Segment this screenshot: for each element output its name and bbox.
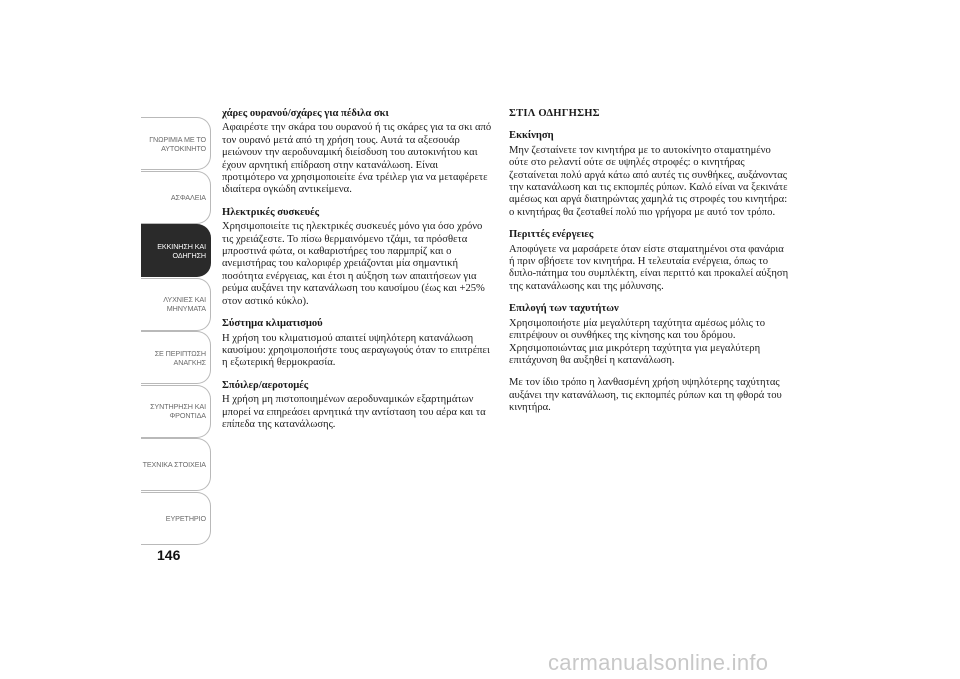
para-starting: Μην ζεσταίνετε τον κινητήρα με το αυτοκίνητο σταματημένο ούτε στο ρελαντί ούτε σε υψηλές στροφές: ο κινητήρας ζεσταίνεται πολύ αργά κάτω από αυτές τις συνθήκες, αυξάνοντας την κατανάλωση και τις εκπομπές ρύπων. Καλό είναι να ξεκινάτε αμέσως και αργά διατηρώντας χαμηλά τις στροφές του κινητήρα: ο κινητήρας θα ζεσταθεί πολύ πιο γρήγορα με αυτό τον τρόπο. (509, 144, 788, 218)
nav-tab-starting-driving[interactable]: ΕΚΚΙΝΗΣΗ ΚΑΙ ΟΔΗΓΗΣΗ (141, 224, 211, 277)
heading-gear-selection: Επιλογή των ταχυτήτων (509, 303, 619, 315)
chapter-nav (141, 117, 211, 545)
para-roof-racks: Αφαιρέστε την σκάρα του ουρανού ή τις σκάρες για τα σκι από τον ουρανό μετά από τη χρήση τους. Αυτά τα αξεσουάρ μειώνουν την αεροδυναμική διείσδυση του αυτοκινήτου και έχουν αρνητική επίδραση στην κατανάλωση. Είναι προτιμότερο να χρησιμοποιείτε ένα τρέιλερ για να μεταφέρετε ιδιαίτερα ογκώδη αντικείμενα. (222, 122, 492, 196)
heading-unnecessary-actions: Περιττές ενέργειες (509, 229, 594, 241)
heading-air-conditioning: Σύστημα κλιματισμού (222, 318, 323, 330)
para-gear-selection: Χρησιμοποιήστε μία μεγαλύτερη ταχύτητα αμέσως μόλις το επιτρέψουν οι συνθήκες της κίνησης και του δρόμου. Χρησιμοποιώντας μια μικρότερη ταχύτητα για μεγαλύτερη επιτάχυνση θα αυξηθεί η κατανάλωση. (509, 317, 766, 366)
left-column (222, 108, 494, 441)
heading-electrical-devices: Ηλεκτρικές συσκευές (222, 206, 320, 218)
heading-roof-racks: χάρες ουρανού/σχάρες για πέδιλα σκι (222, 108, 389, 119)
heading-starting: Εκκίνηση (509, 130, 554, 142)
nav-tab-emergency[interactable]: ΣΕ ΠΕΡΙΠΤΩΣΗ ΑΝΑΓΚΗΣ (141, 331, 211, 384)
nav-tab-technical-data[interactable]: ΤΕΧΝΙΚΑ ΣΤΟΙΧΕΙΑ (141, 438, 211, 491)
para-air-conditioning: Η χρήση του κλιματισμού απαιτεί υψηλότερη κατανάλωση καυσίμου: χρησιμοποιήστε τους αεραγωγούς όταν το επιτρέπει η εξωτερική θερμοκρασία. (222, 332, 490, 369)
para-unnecessary-actions: Αποφύγετε να μαρσάρετε όταν είστε σταματημένοι στα φανάρια ή πριν σβήσετε τον κινητήρα. Η τελευταία ενέργεια, όπως το διπλο-πάτημα του συμπλέκτη, είναι περιττό και προκαλεί αύξηση της κατανάλωσης και της μόλυνσης. (509, 243, 789, 292)
para-electrical-devices: Χρησιμοποιείτε τις ηλεκτρικές συσκευές μόνο για όσο χρόνο τις χρειάζεστε. Το πίσω θερμαινόμενο τζάμι, τα πρόσθετα μπροστινά φώτα, οι καθαριστήρες του παρμπρίζ και ο ανεμιστήρας του καλοριφέρ χρειάζονται μία σημαντική ποσότητα ενέργειας, και έτσι η αύξηση των απαιτήσεων για ρεύμα αυξάνει την κατανάλωση του καυσίμου (έως και +25% στον αστικό κύκλο). (222, 221, 485, 307)
nav-tab-getting-to-know[interactable]: ΓΝΩΡΙΜΙΑ ΜΕ ΤΟ ΑΥΤΟΚΙΝΗΤΟ (141, 117, 211, 170)
section-title-driving-style: ΣΤΙΛ ΟΔΗΓΗΣΗΣ (509, 108, 600, 119)
page-number: 146 (157, 547, 181, 563)
nav-tab-maintenance[interactable]: ΣΥΝΤΗΡΗΣΗ ΚΑΙ ΦΡΟΝΤΙΔΑ (141, 385, 211, 438)
heading-spoilers: Σπόιλερ/αεροτομές (222, 379, 309, 391)
nav-tab-warning-lights[interactable]: ΛΥΧΝΙΕΣ ΚΑΙ ΜΗΝΥΜΑΤΑ (141, 278, 211, 331)
nav-tab-index[interactable]: ΕΥΡΕΤΗΡΙΟ (141, 492, 211, 545)
para-gear-selection-2: Με τον ίδιο τρόπο η λανθασμένη χρήση υψηλότερης ταχύτητας αυξάνει την κατανάλωση, τις εκπομπές ρύπων και τη φθορά του κινητήρα. (509, 377, 782, 414)
right-column (509, 108, 789, 425)
nav-tab-safety[interactable]: ΑΣΦΑΛΕΙΑ (141, 171, 211, 224)
watermark: carmanualsonline.info (548, 650, 769, 675)
para-spoilers: Η χρήση μη πιστοποιημένων αεροδυναμικών εξαρτημάτων μπορεί να επηρεάσει αρνητικά την αντίσταση του αέρα και τα επίπεδα της κατανάλωσης. (222, 394, 486, 430)
